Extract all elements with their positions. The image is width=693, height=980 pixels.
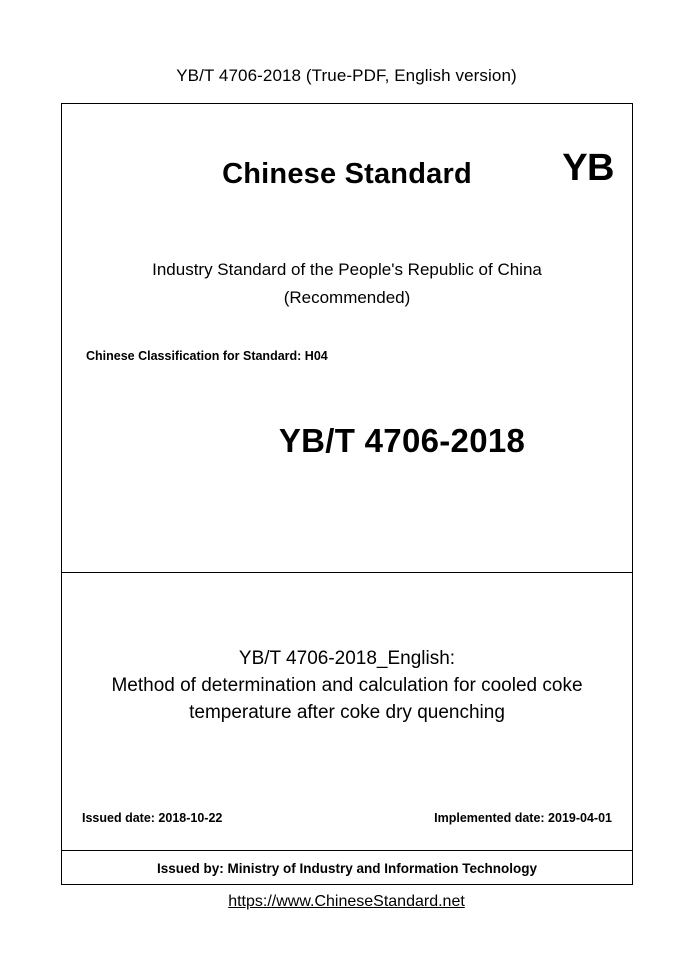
industry-standard-line-1: Industry Standard of the People's Republic of China bbox=[152, 260, 542, 279]
industry-standard-line-2: (Recommended) bbox=[283, 288, 411, 307]
classification-code: Chinese Classification for Standard: H04 bbox=[86, 349, 328, 363]
standard-number bbox=[62, 422, 632, 460]
cover-title-section bbox=[62, 573, 632, 851]
document-title-block bbox=[62, 645, 632, 726]
chinese-standard-heading: Chinese Standard bbox=[222, 158, 472, 190]
document-title-line-1: YB/T 4706-2018_English: bbox=[238, 648, 456, 669]
dates-row bbox=[62, 811, 632, 825]
page-header-title: YB/T 4706-2018 (True-PDF, English version) bbox=[176, 66, 517, 85]
issued-by-text: Issued by: Ministry of Industry and Information Technology bbox=[156, 860, 538, 876]
industry-standard-block bbox=[62, 256, 632, 312]
issued-by-row bbox=[62, 851, 632, 885]
issued-date: Issued date: 2018-10-22 bbox=[82, 811, 223, 825]
document-title-line-3: temperature after coke dry quenching bbox=[189, 702, 505, 723]
footer-url[interactable]: https://www.ChineseStandard.net bbox=[228, 893, 465, 910]
cover-top-section bbox=[62, 104, 632, 573]
document-title-line-2: Method of determination and calculation for cooled coke bbox=[111, 675, 583, 696]
standard-number-text: YB/T 4706-2018 bbox=[278, 422, 526, 459]
yb-logo: YB bbox=[562, 147, 614, 189]
cover-frame bbox=[61, 103, 633, 885]
implemented-date: Implemented date: 2019-04-01 bbox=[434, 811, 612, 825]
